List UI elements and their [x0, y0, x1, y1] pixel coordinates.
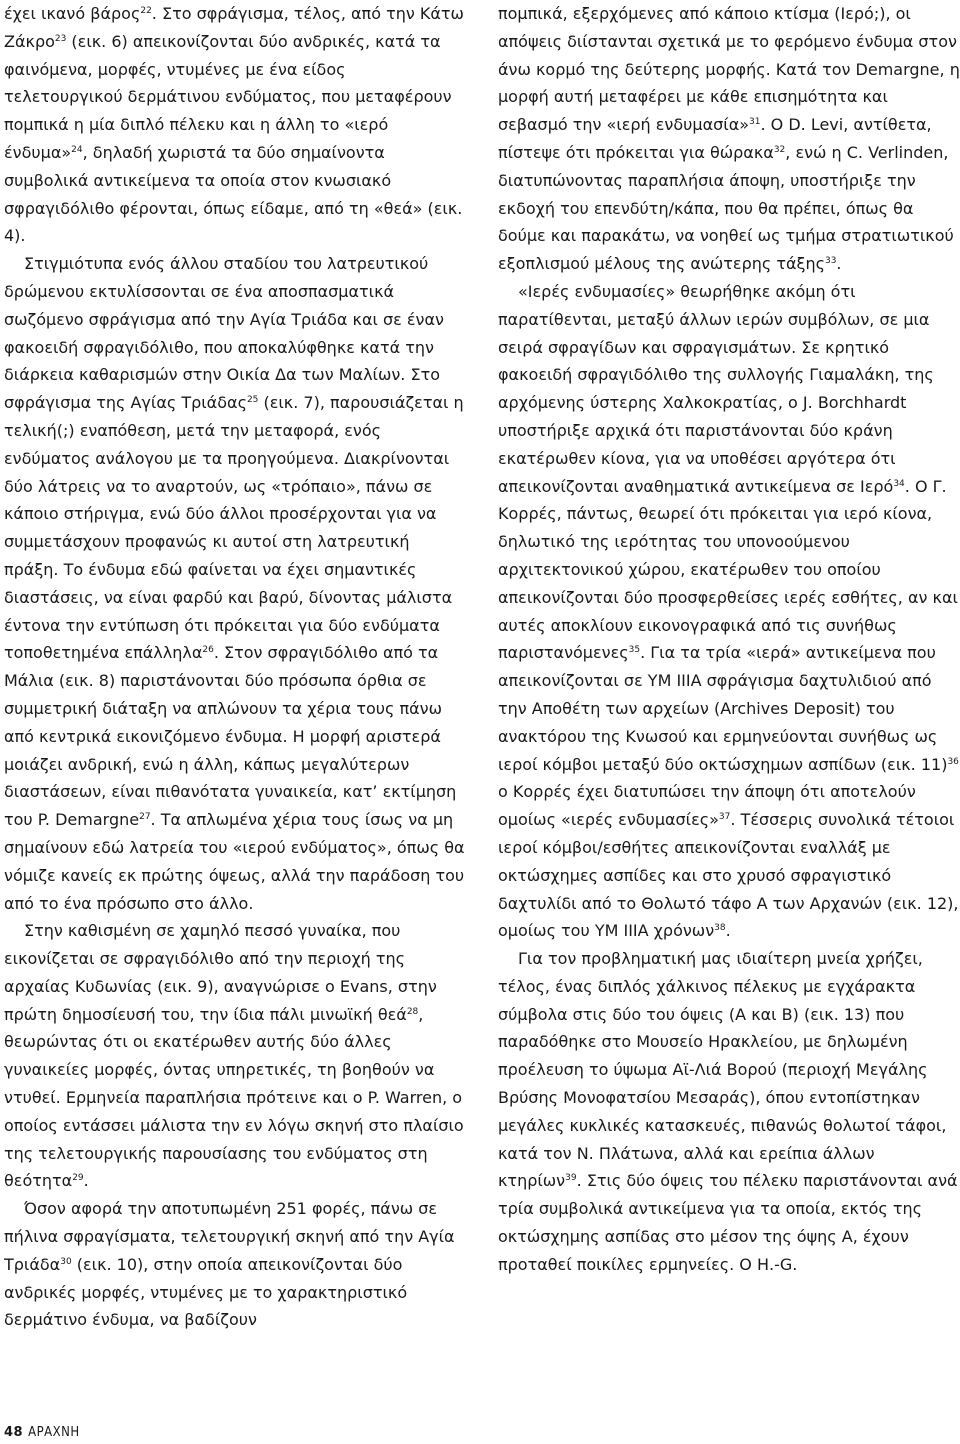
text-run: Όσον αφορά την αποτυπωμένη 251 φορές, πάνω σε πήλινα σφραγίσματα, τελετουργική σκηνή από την Αγία Τριάδα [4, 1199, 455, 1274]
footnote-ref: 22 [140, 6, 152, 16]
text-run: (εικ. 6) απεικονίζονται δύο ανδρικές, κατά τα φαινόμενα, μορφές, ντυμένες με ένα είδος τελετουργικού δερμάτινου ενδύματος, που μεταφέρουν πομπικά η μία διπλό πέλεκυ και η άλλη το «ιερό ένδυμα» [4, 31, 452, 162]
paragraph [498, 945, 960, 1279]
paragraph [498, 278, 960, 945]
text-run: . [83, 1171, 89, 1191]
text-run: . Τέσσερις συνολικά τέτοιοι ιεροί κόμβοι/εσθήτες απεικονίζονται εναλλάξ με οκτώσχημες ασπίδες και στο χρυσό σφραγιστικό δαχτυλίδι από το Θολωτό τάφο Α των Αρχανών (εικ. 12), ομοίως του ΥΜ ΙΙΙΑ χρόνων [498, 810, 959, 941]
text-run: (εικ. 7), παρουσιάζεται η τελική(;) εναπόθεση, μετά την μεταφορά, ενός ενδύματος ανάλογου με τα προηγούμενα. Διακρίνονται δύο λάτρεις να το αναρτούν, ως «τρόπαιο», πάνω σε κάποιο στήριγμα, ενώ δύο άλλοι προσέρχονται για να συμμετάσχουν προφανώς κι αυτοί στη λατρευτική πράξη. Το ένδυμα εδώ φαίνεται να έχει σημαντικές διαστάσεις, να είναι φαρδύ και βαρύ, δίνοντας μάλιστα έντονα την εντύπωση ότι πρόκειται για δύο ενδύματα τοποθετημένα επάλληλα [4, 393, 464, 663]
text-run: πομπικά, εξερχόμενες από κάποιο κτίσμα (Ιερό;), οι απόψεις διίστανται σχετικά με το φερόμενο ένδυμα στον άνω κορμό της δεύτερης μορφής. Κατά τον Demargne, η μορφή αυτή μεταφέρει με κάθε επισημότητα και σεβασμό την «ιερή ενδυμασία» [498, 4, 960, 135]
footnote-ref: 35 [628, 645, 641, 656]
footnote-ref: 28 [406, 1006, 419, 1017]
right-column [498, 0, 960, 1279]
text-run: . Τα απλωμένα χέρια τους ίσως να μη σημαίνουν εδώ λατρεία του «ιερού ενδύματος», όπως θα νόμιζε κανείς εκ πρώτης όψεως, αλλά την παράδοση του από το ένα πρόσωπο στο άλλο. [4, 810, 465, 913]
page-footer [4, 1425, 80, 1441]
paragraph [4, 0, 467, 250]
footnote-ref: 31 [749, 117, 761, 128]
footnote-ref: 38 [714, 923, 726, 934]
text-run: . Ο D. Levi, αντίθετα, πίστεψε ότι πρόκειται για θώρακα [498, 115, 932, 162]
footnote-ref: 23 [54, 33, 67, 44]
paragraph [4, 917, 467, 1195]
page-number: 48 [4, 1425, 24, 1440]
left-column [4, 0, 467, 1334]
text-run: Στιγμιότυπα ενός άλλου σταδίου του λατρευτικού δρώμενου εκτυλίσσονται σε ένα αποσπασματικά σωζόμενο σφράγισμα από την Αγία Τριάδα και σε έναν φακοειδή σφραγιδόλιθο, που αποκαλύφθηκε κατά την διάρκεια καθαρισμών στην Οικία Δα των Μαλίων. Στο σφράγισμα της Αγίας Τριάδας [4, 254, 444, 413]
footnote-ref: 27 [139, 812, 151, 823]
text-run: . Ο Γ. Κορρές, πάντως, θεωρεί ότι πρόκειται για ιερό κίονα, δηλωτικό της ιερότητας του υπονοούμενου αρχιτεκτονικού χώρου, εκατέρωθεν του οποίου απεικονίζονται δύο προσφερθείσες ιερές εσθήτες, αν και αυτές αποκλίουν εικονογραφικά από τις συνήθως παριστανόμενες [498, 476, 958, 663]
text-run: ο Κορρές έχει διατυπώσει την άποψη ότι αποτελούν ομοίως «ιερές ενδυμασίες» [498, 782, 916, 830]
text-run: , ενώ η C. Verlinden, διατυπώνοντας παραπλήσια άποψη, υποστήριξε την εκδοχή του επενδύτη/κάπα, που θα πρέπει, όπως θα δούμε και παρακάτω, να νοηθεί ως τμήμα στρατιωτικού εξοπλισμού μέλους της ανώτερης τάξης [498, 142, 954, 274]
publication-title: ΑΡΑΧΝΗ [28, 1425, 80, 1440]
text-run: , θεωρώντας ότι οι εκατέρωθεν αυτής δύο άλλες γυναικείες μορφές, όντας υπηρετικές, τη βοηθούν να ντυθεί. Ερμηνεία παραπλήσια πρότεινε και ο P. Warren, ο οποίος εντάσσει μάλιστα την εν λόγω σκηνή στο πλαίσιο της τελετουργικής παρουσίασης του ενδύματος στη θεότητα [4, 1004, 464, 1191]
paragraph [4, 1195, 467, 1334]
footnote-ref: 25 [246, 395, 259, 406]
footnote-ref: 26 [202, 645, 214, 656]
footnote-ref: 39 [565, 1173, 577, 1184]
footnote-ref: 33 [824, 256, 837, 267]
footnote-ref: 29 [72, 1173, 84, 1184]
footnote-ref: 30 [60, 1256, 72, 1267]
text-run: . Στις δύο όψεις του πέλεκυ παριστάνονται ανά τρία συμβολικά αντικείμενα για τα οποία, εκτός της οκτώσχημης ασπίδας στο μέσον της όψης Α, έχουν προταθεί ποικίλες ερμηνείες. Ο Η.-G. [498, 1171, 958, 1274]
footnote-ref: 24 [71, 144, 83, 155]
paragraph [4, 250, 467, 917]
text-run: (εικ. 10), στην οποία απεικονίζονται δύο ανδρικές μορφές, ντυμένες με το χαρακτηριστικό δερμάτινο ένδυμα, να βαδίζουν [4, 1254, 408, 1330]
text-run: «Ιερές ενδυμασίες» θεωρήθηκε ακόμη ότι παρατίθενται, μεταξύ άλλων ιερών συμβόλων, σε μια σειρά σφραγίδων και σφραγισμάτων. Σε κρητικό φακοειδή σφραγιδόλιθο της συλλογής Γιαμαλάκη, της αρχόμενης ύστερης Χαλκοκρατίας, ο J. Borchhardt υποστήριξε αρχικά ότι παριστάνονται δύο κράνη εκατέρωθεν κίονα, για να υποθέσει αργότερα ότι απεικονίζονται αναθηματικά αντικείμενα σε Ιερό [498, 281, 934, 496]
text-run: Στην καθισμένη σε χαμηλό πεσσό γυναίκα, που εικονίζεται σε σφραγιδόλιθο από την περιοχή της αρχαίας Κυδωνίας (εικ. 9), αναγνώρισε ο Evans, στην πρώτη δημοσίευσή του, την ίδια πάλι μινωϊκή θεά [4, 921, 437, 1024]
text-run: . [836, 254, 842, 274]
footnote-ref: 36 [947, 756, 959, 767]
text-run: . Στο σφράγισμα, τέλος, από την Κάτω Ζάκρο [4, 4, 464, 51]
text-run: . Για τα τρία «ιερά» αντικείμενα που απεικονίζονται σε ΥΜ ΙΙΙΑ σφράγισμα δαχτυλιδιού από την Αποθέτη των αρχείων (Archives Deposit) του ανακτόρου της Κνωσού και ερμηνεύονται συνήθως ως ιεροί κόμβοι μεταξύ δύο οκτώσχημων ασπίδων (εικ. 11) [498, 643, 948, 774]
text-run: , δηλαδή χωριστά τα δύο σημαίνοντα συμβολικά αντικείμενα τα οποία στον κνωσιακό σφραγιδόλιθο φέρονται, όπως είδαμε, από τη «θεά» (εικ. 4). [4, 142, 463, 246]
footnote-ref: 37 [718, 812, 731, 823]
footnote-ref: 34 [893, 478, 905, 489]
paragraph [498, 0, 960, 278]
text-run: . Στον σφραγιδόλιθο από τα Μάλια (εικ. 8) παριστάνονται δύο πρόσωπα όρθια σε συμμετρική διάταξη να απλώνουν τα χέρια τους πάνω από κεντρικά εικονιζόμενο ένδυμα. Η μορφή αριστερά μοιάζει ανδρική, ενώ η άλλη, κάπως μεγαλύτερων διαστάσεων, είναι πιθανότατα γυναικεία, κατ’ εκτίμηση του P. Demargne [4, 643, 457, 830]
text-run: Για τον προβληματική μας ιδιαίτερη μνεία χρήζει, τέλος, ένας διπλός χάλκινος πέλεκυς με εγχάρακτα σύμβολα στις δύο του όψεις (Α και Β) (εικ. 13) που παραδόθηκε στο Μουσείο Ηρακλείου, με δηλωμένη προέλευση το ύψωμα Αϊ-Λιά Βορού (περιοχή Μεγάλης Βρύσης Μονοφατσίου Μεσαράς), όπου εντοπίστηκαν μεγάλες κυκλικές κατασκευές, πιθανώς θολωτοί τάφοι, κατά τον Ν. Πλάτωνα, αλλά και ερείπια άλλων κτηρίων [498, 949, 947, 1191]
text-run: . [725, 921, 731, 941]
footnote-ref: 32 [773, 144, 786, 155]
text-run: έχει ικανό βάρος [4, 4, 141, 23]
